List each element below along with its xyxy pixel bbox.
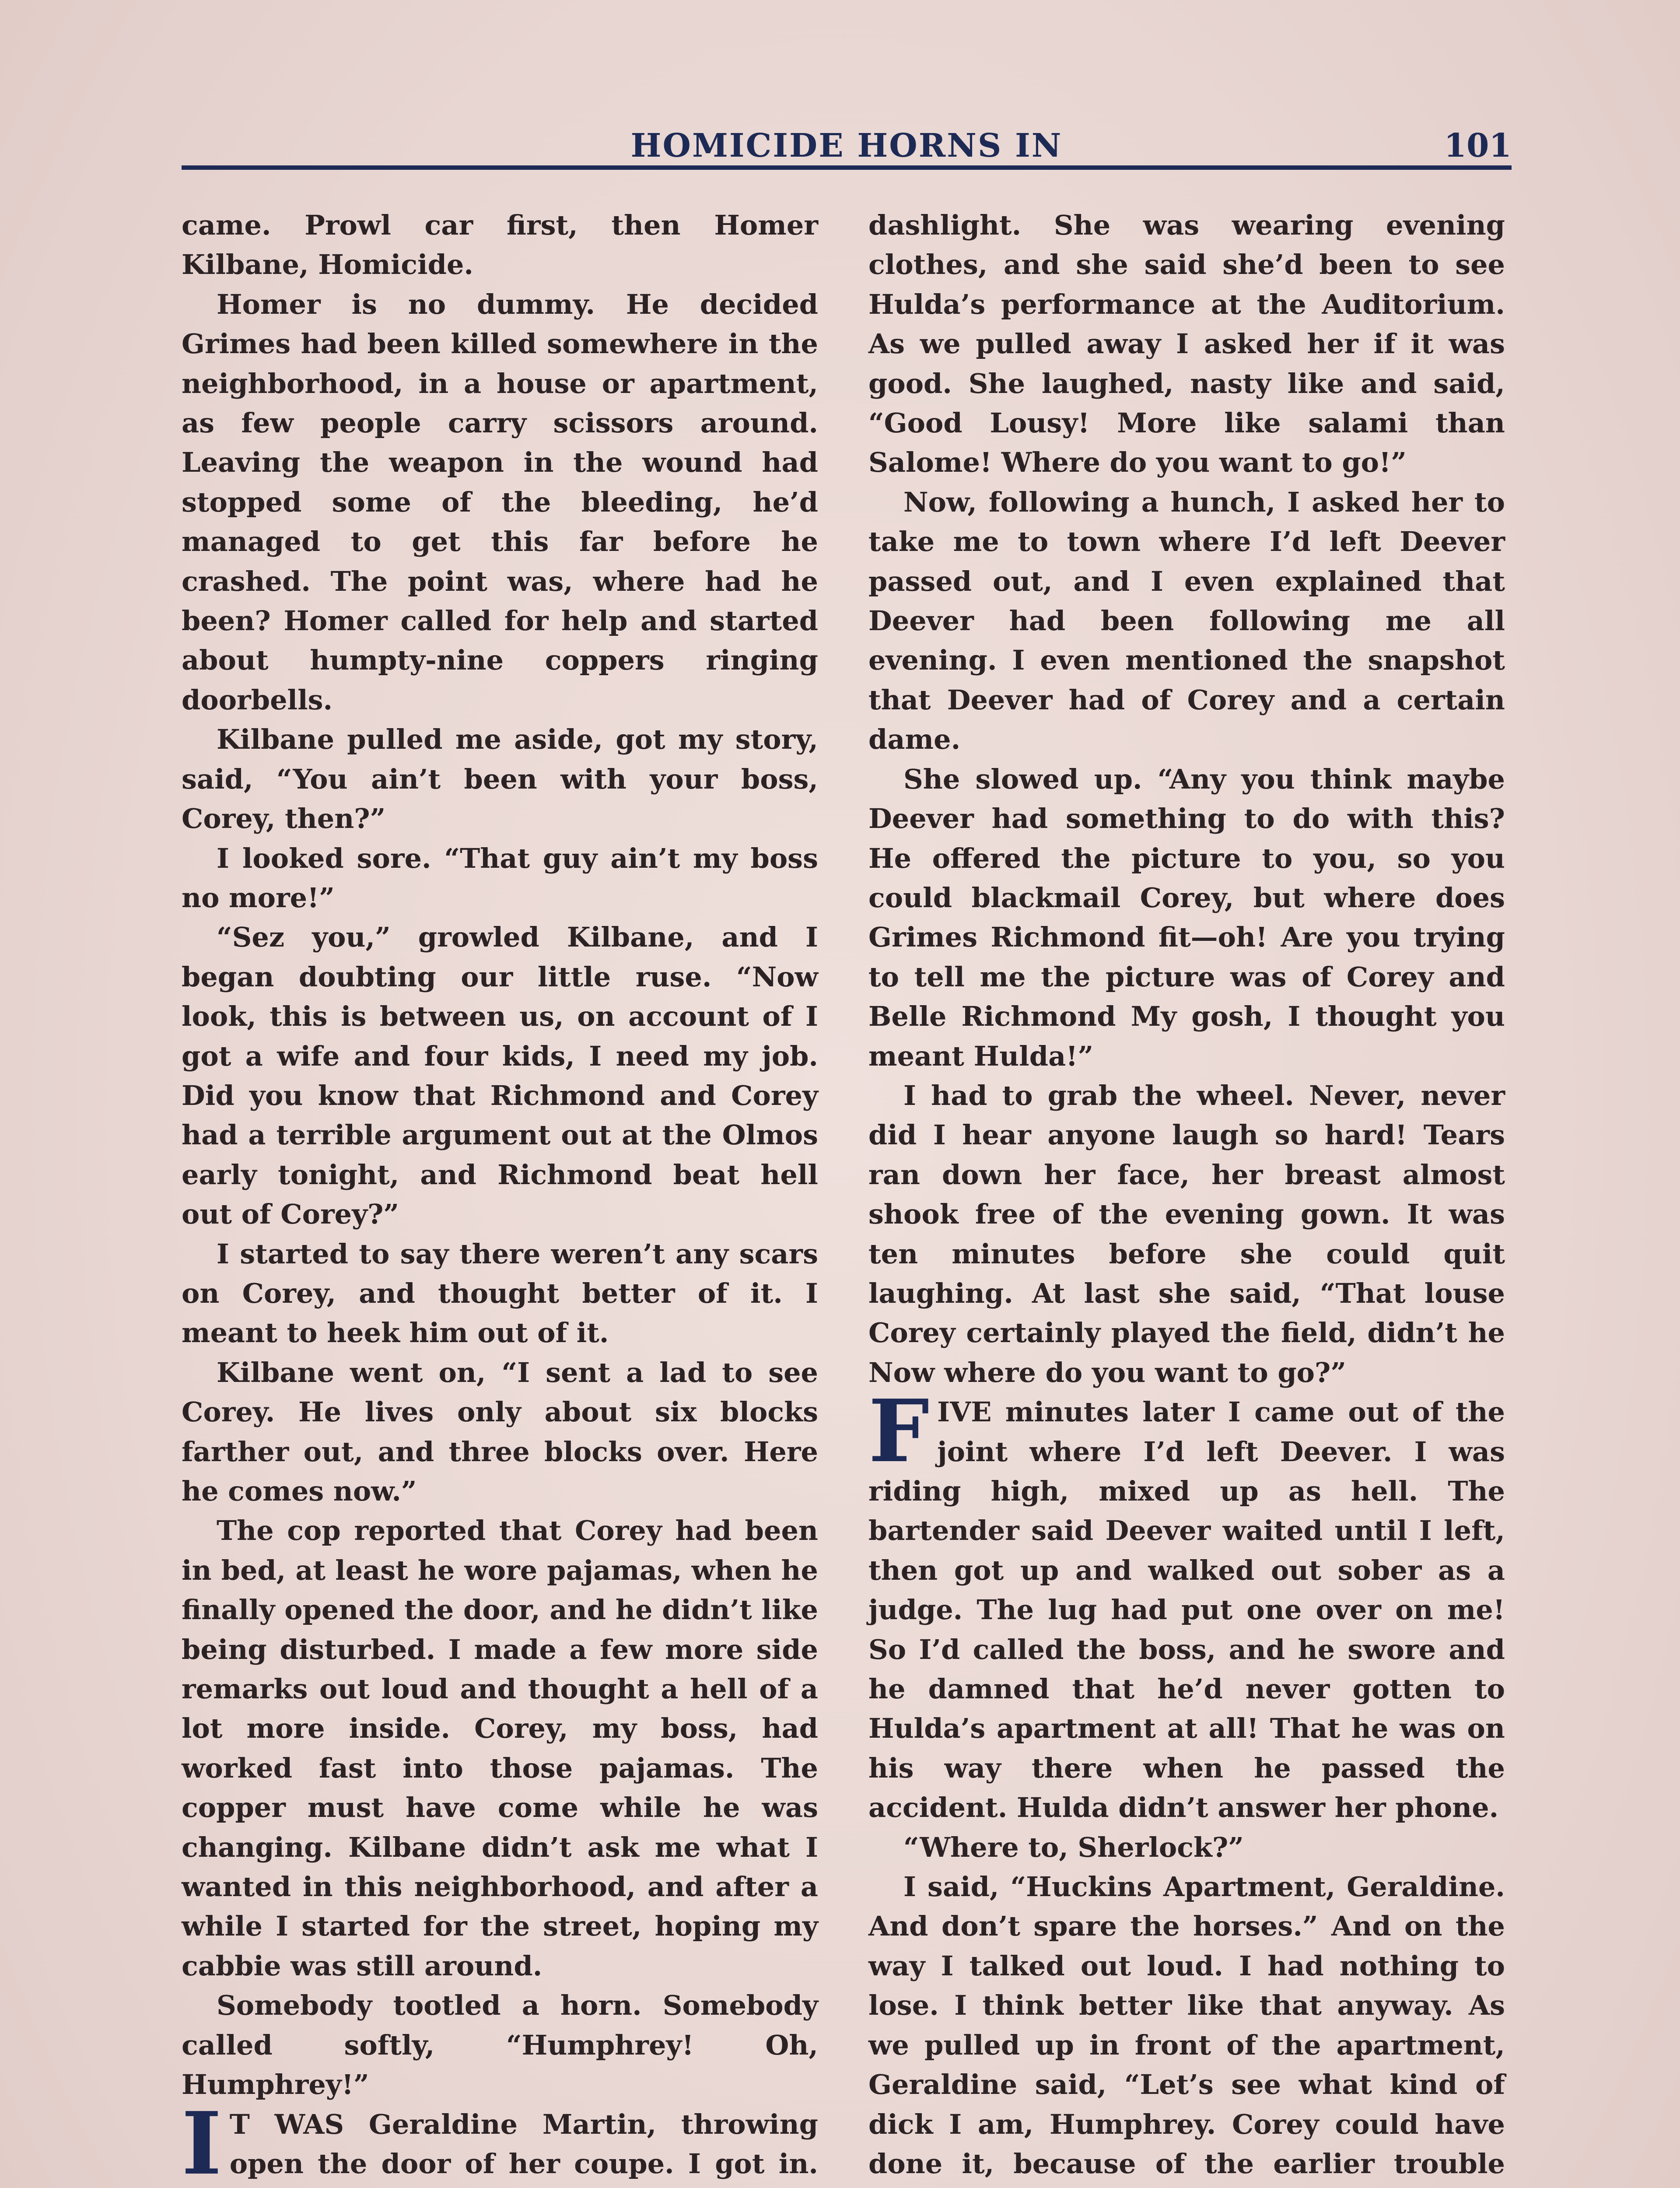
drop-cap: I <box>182 2093 222 2188</box>
paragraph-text: T WAS Geraldine Martin, throwing open the door of her coupe. I got in. <box>229 2108 818 2180</box>
paragraph: I looked sore. “That guy ain’t my boss no more!” <box>182 842 818 914</box>
paragraph: “Where to, Sherlock?” <box>903 1831 1244 1863</box>
paragraph: I had to grab the wheel. Never, never did I hear anyone laugh so hard! Tears ran down her face, her breast almost shook free of the evening gown. It was ten minutes before she could quit laughing. At last she said, “That louse Corey certainly played the field, didn’t he Now where do you want to go?” <box>868 1079 1505 1389</box>
section-opening-paragraph <box>182 2093 818 2188</box>
header-rule <box>182 165 1512 170</box>
paragraph: Kilbane pulled me aside, got my story, said, “You ain’t been with your boss, Corey, then?” <box>182 723 818 835</box>
running-head: HOMICIDE HORNS IN <box>630 127 1063 165</box>
right-column <box>868 206 1505 2188</box>
paragraph: I started to say there weren’t any scars on Corey, and thought better of it. I meant to heek him out of it. <box>182 1238 818 1349</box>
paragraph: She slowed up. “Any you think maybe Deever had something to do with this? He offered the picture to you, so you could blackmail Corey, but where does Grimes Richmond fit—oh! Are you trying to tell me the picture was of Corey and Belle Richmond My gosh, I thought you meant Hulda!” <box>868 763 1505 1072</box>
paragraph: came. Prowl car first, then Homer Kilbane, Homicide. <box>182 209 818 281</box>
paragraph: Kilbane went on, “I sent a lad to see Corey. He lives only about six blocks farther out, and three blocks over. Here he comes now.” <box>182 1356 818 1507</box>
paragraph: The cop reported that Corey had been in bed, at least he wore pajamas, when he finally opened the door, and he didn’t like being disturbed. I made a few more side remarks out loud and thought a hell of a lot more inside. Corey, my boss, had worked fast into those pajamas. The copper must have come while he was changing. Kilbane didn’t ask me what I wanted in this neighborhood, and after a while I started for the street, hoping my cabbie was still around. <box>182 1515 818 1982</box>
paragraph: “Sez you,” growled Kilbane, and I began doubting our little ruse. “Now look, this is between us, on account of I got a wife and four kids, I need my job. Did you know that Richmond and Corey had a terrible argument out at the Olmos early tonight, and Richmond beat hell out of Corey?” <box>182 921 818 1231</box>
paragraph: Somebody tootled a horn. Somebody called softly, “Humphrey! Oh, Humphrey!” <box>182 1989 818 2101</box>
left-column <box>182 206 818 2188</box>
paragraph: Now, following a hunch, I asked her to take me to town where I’d left Deever passed out, and I even explained that Deever had been following me all evening. I even mentioned the snapshot that Deever had of Corey and a certain dame. <box>868 486 1505 756</box>
paragraph: I said, “Huckins Apartment, Geraldine. And don’t spare the horses.” And on the way I talked out loud. I had nothing to lose. I think better like that anyway. As we pulled up in front of the apartment, Geraldine said, “Let’s see what kind of dick I am, Humphrey. Corey could have done it, because of the earlier trouble <box>868 1871 1505 2180</box>
page-number: 101 <box>1444 127 1512 165</box>
paragraph: Homer is no dummy. He decided Grimes had been killed somewhere in the neighborhood, in a house or apartment, as few people carry scissors around. Leaving the weapon in the wound had stopped some of the bleeding, he’d managed to get this far before he crashed. The point was, where had he been? Homer called for help and started about humpty-nine coppers ringing doorbells. <box>182 288 818 716</box>
drop-cap: F <box>868 1381 930 1482</box>
paragraph: dashlight. She was wearing evening clothes, and she said she’d been to see Hulda’s performance at the Auditorium. As we pulled away I asked her if it was good. She laughed, nasty like and said, “Good Lousy! More like salami than Salome! Where do you want to go!” <box>868 209 1505 479</box>
section-opening-paragraph <box>868 1381 1505 1827</box>
page-header <box>182 127 1512 165</box>
paragraph-text: IVE minutes later I came out of the joint where I’d left Deever. I was riding high, mixed up as hell. The bartender said Deever waited until I left, then got up and walked out sober as a judge. The lug had put one over on me! So I’d called the boss, and he swore and he damned that he’d never gotten to Hulda’s apartment at all! That he was on his way there when he passed the accident. Hulda didn’t answer her phone. <box>868 1396 1505 1824</box>
